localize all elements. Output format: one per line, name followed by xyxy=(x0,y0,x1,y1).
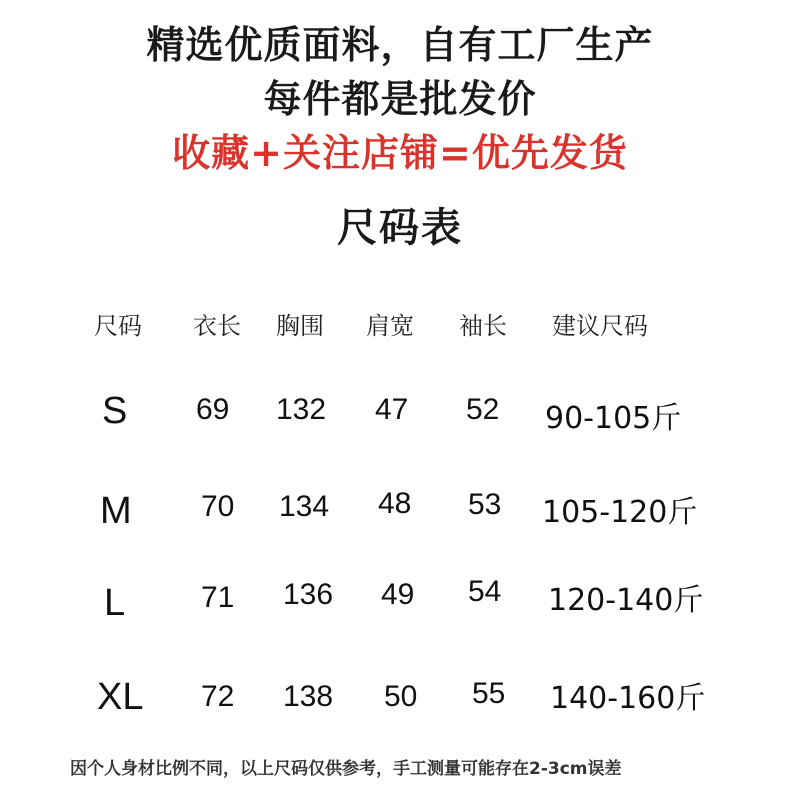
measurement-disclaimer: 因个人身材比例不同，以上尺码仅供参考，手工测量可能存在2-3cm误差 xyxy=(70,759,622,779)
table-cell-length: 72 xyxy=(201,680,235,713)
promo-line-fabric: 精选优质面料，自有工厂生产 xyxy=(146,23,654,67)
table-cell-sleeve: 52 xyxy=(466,393,500,426)
promo-line-follow: 收藏+关注店铺=优先发货 xyxy=(172,131,628,175)
table-cell-length: 71 xyxy=(201,581,235,614)
column-header-recommend: 建议尺码 xyxy=(552,312,648,340)
table-cell-shoulder: 48 xyxy=(378,487,412,520)
table-cell-recommend: 90-105斤 xyxy=(545,401,682,436)
table-cell-chest: 132 xyxy=(276,393,327,426)
column-header-size: 尺码 xyxy=(94,312,142,340)
table-cell-shoulder: 49 xyxy=(381,578,415,611)
table-cell-sleeve: 54 xyxy=(468,575,502,608)
table-cell-size: M xyxy=(100,490,132,532)
table-cell-shoulder: 47 xyxy=(375,393,409,426)
table-cell-chest: 134 xyxy=(279,490,330,523)
column-header-chest: 胸围 xyxy=(276,312,324,340)
column-header-shoulder: 肩宽 xyxy=(366,312,414,340)
table-cell-recommend: 105-120斤 xyxy=(542,495,698,530)
table-cell-chest: 138 xyxy=(283,680,334,713)
column-header-length: 衣长 xyxy=(193,312,241,340)
table-cell-length: 70 xyxy=(201,490,235,523)
table-cell-sleeve: 55 xyxy=(472,677,506,710)
column-header-sleeve: 袖长 xyxy=(459,312,507,340)
table-cell-size: L xyxy=(104,582,126,624)
table-cell-sleeve: 53 xyxy=(468,488,502,521)
table-cell-recommend: 120-140斤 xyxy=(548,583,704,618)
table-cell-length: 69 xyxy=(196,393,230,426)
table-cell-size: XL xyxy=(97,676,144,718)
table-cell-shoulder: 50 xyxy=(384,680,418,713)
size-chart-title: 尺码表 xyxy=(337,205,463,251)
table-cell-chest: 136 xyxy=(283,578,334,611)
promo-line-wholesale: 每件都是批发价 xyxy=(263,77,537,121)
table-cell-size: S xyxy=(102,390,128,432)
table-cell-recommend: 140-160斤 xyxy=(550,681,706,716)
